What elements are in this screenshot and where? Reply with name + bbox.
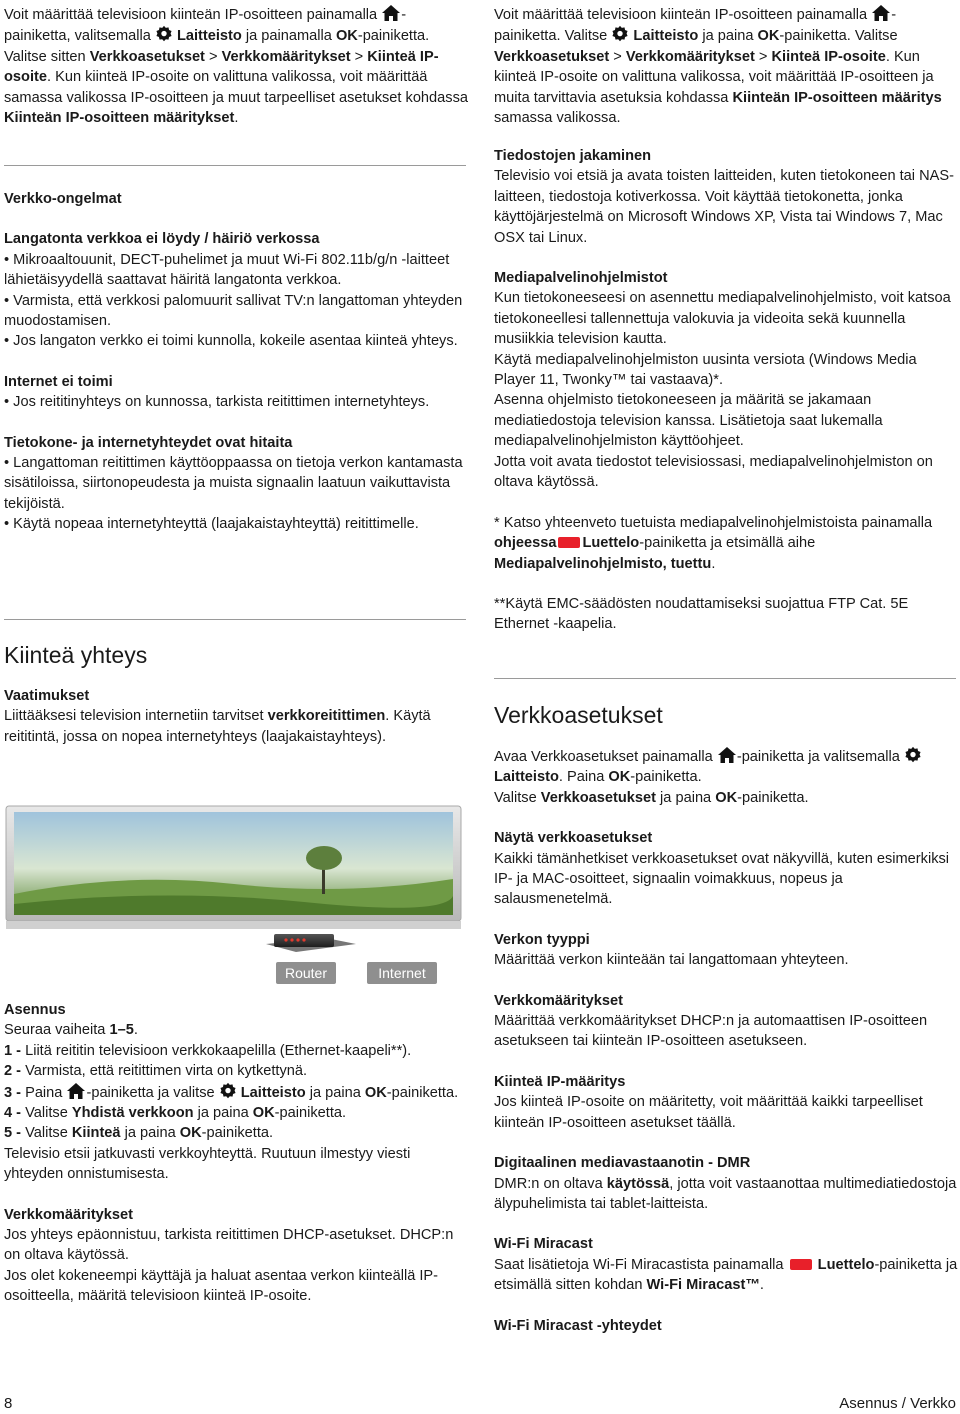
wireless-bullet-2: • Varmista, että verkkosi palomuurit sallivat TV:n langattoman yhteyden muodostamisen.	[4, 292, 463, 330]
requirements-text: Liittääksesi television internetiin tarvitset verkkoreitittimen. Käytä reititintä, jossa on nopea internetyhteys (laajakaistayhteys).	[4, 708, 431, 745]
network-config-title: Verkkomääritykset	[494, 992, 623, 1009]
install-step-2: 2 - Varmista, että reitittimen virta on kytkettynä.	[4, 1063, 308, 1080]
footnote-2	[494, 594, 958, 635]
red-list-key-icon	[790, 1259, 812, 1270]
gear-icon	[904, 746, 922, 764]
media-server-paragraph-1: Kun tietokoneeseesi on asennettu mediapalvelinohjelmisto, voit katsoa tietokoneellesi tallennettuja valokuvia ja videoita sekä kuunnella musiikkia television kautta.	[494, 290, 951, 348]
media-server-title: Mediapalvelinohjelmistot	[494, 270, 668, 286]
wireless-bullet-3: • Jos langaton verkko ei toimi kunnolla, kokeile asentaa kiinteä yhteys.	[4, 333, 458, 350]
router-label: Router	[284, 965, 328, 981]
requirements-section	[4, 686, 470, 747]
install-step-5: 5 - Valitse Kiinteä ja paina OK-painiketta.	[4, 1125, 274, 1142]
installation-section	[4, 1000, 470, 1307]
right-intro	[494, 4, 958, 128]
wireless-bullet-1: • Mikroaaltouunit, DECT-puhelimet ja muut Wi-Fi 802.11b/g/n -laitteet lähietäisyydellä saattavat häiritä langatonta verkkoa.	[4, 251, 450, 289]
install-step-4: 4 - Valitse Yhdistä verkkoon ja paina OK-painiketta.	[4, 1105, 347, 1122]
red-list-key-icon	[558, 537, 580, 548]
internet-bullet-1: • Jos reititinyhteys on kunnossa, tarkista reitittimen internetyhteys.	[4, 394, 430, 411]
home-icon	[381, 4, 401, 22]
gear-icon	[155, 25, 173, 43]
show-settings-title: Näytä verkkoasetukset	[494, 830, 653, 847]
footnote-1	[494, 513, 958, 574]
section-divider	[4, 619, 466, 620]
home-icon	[717, 746, 737, 764]
network-settings-select-text: Valitse Verkkoasetukset ja paina OK-painiketta.	[494, 789, 809, 806]
wifi-miracast-text: Saat lisätietoja Wi-Fi Miracastista painamalla Luettelo-painiketta ja etsimällä sitten kohdan Wi-Fi Miracast™.	[494, 1256, 958, 1294]
network-problems-title: Verkko-ongelmat	[4, 191, 122, 207]
network-settings-open-text: Avaa Verkkoasetukset painamalla -painiketta ja valitsemalla Laitteisto. Paina OK-painiketta.	[494, 746, 958, 788]
home-icon	[871, 4, 891, 22]
internet-label: Internet	[378, 965, 426, 981]
tv-illustration	[4, 784, 470, 984]
left-intro	[4, 4, 470, 128]
section-divider	[4, 165, 466, 166]
file-sharing-text: Televisio voi etsiä ja avata toisten laitteiden, kuten tietokoneen tai NAS-laitteen, tiedostoja kotiverkossa. Voit käyttää tietokonetta, jonka käyttöjärjestelmä on Microsoft Windows XP, Vista tai Windows 7, Mac OSX tai Linux.	[494, 168, 954, 246]
show-settings-text: Kaikki tämänhetkiset verkkoasetukset ovat näkyvillä, kuten esimerkiksi IP- ja MAC-osoitteet, signaalin voimakkuus, nopeus ja salausmenetelmä.	[494, 850, 950, 908]
install-search-text: Televisio etsii jatkuvasti verkkoyhteyttä. Ruutuun ilmestyy viesti yhteyden onnistumisesta.	[4, 1145, 411, 1183]
network-config-paragraph-1: Jos yhteys epäonnistuu, tarkista reitittimen DHCP-asetukset. DHCP:n on oltava käytössä.	[4, 1227, 454, 1264]
footnote-1-text: * Katso yhteenveto tuetuista mediapalvelinohjelmistoista painamalla ohjeessa Luettelo-painiketta ja etsimällä aihe Mediapalvelinohjelmisto, tuettu.	[494, 515, 933, 572]
install-step-1: 1 - Liitä reititin televisioon verkkokaapelilla (Ethernet-kaapeli**).	[4, 1042, 412, 1059]
section-divider	[494, 678, 956, 679]
network-problems-section	[4, 189, 470, 535]
dmr-title: Digitaalinen mediavastaanotin - DMR	[494, 1155, 751, 1172]
network-config-title: Verkkomääritykset	[4, 1206, 133, 1223]
network-settings-heading: Verkkoasetukset	[494, 702, 663, 728]
installation-intro: Seuraa vaiheita 1–5.	[4, 1022, 138, 1039]
installation-title: Asennus	[4, 1002, 66, 1018]
media-server-section	[494, 268, 958, 492]
dmr-text: DMR:n on oltava käytössä, jotta voit vastaanottaa multimediatiedostoja älypuhelimista tai tablet-laitteista.	[494, 1175, 957, 1212]
footer-section-label: Asennus / Verkko	[839, 1395, 956, 1412]
footnote-2-text: **Käytä EMC-säädösten noudattamiseksi suojattua FTP Cat. 5E Ethernet -kaapelia.	[494, 596, 909, 633]
wired-heading-block	[4, 641, 470, 669]
left-intro-paragraph: Voit määrittää televisioon kiinteän IP-osoitteen painamalla -painiketta, valitsemalla Laitteisto ja painamalla OK-painiketta. Valitse sitten Verkkoasetukset > Verkkomääritykset > Kiinteä IP-osoite. Kun kiinteä IP-osoite on valittuna valikossa, voit määrittää samassa valikossa IP-osoitteen ja muut tarpeelliset asetukset kohdassa Kiinteän IP-osoitteen määritykset.	[4, 4, 470, 128]
tv-router-illustration	[4, 784, 470, 984]
network-settings-section	[494, 746, 958, 1336]
wireless-problem-title: Langatonta verkkoa ei löydy / häiriö verkossa	[4, 231, 320, 248]
gear-icon	[219, 1082, 237, 1100]
page-number: 8	[4, 1395, 13, 1412]
static-ip-text: Jos kiinteä IP-osoite on määritetty, voit määrittää kaikki tarpeelliset kiinteän IP-osoitteen asetukset täällä.	[494, 1094, 923, 1131]
internet-problem-title: Internet ei toimi	[4, 373, 113, 390]
media-server-paragraph-2: Käytä mediapalvelinohjelmiston uusinta versiota (Windows Media Player 11, Twonky™ tai vastaava)*.	[494, 351, 917, 389]
network-config-text: Määrittää verkkomääritykset DHCP:n ja automaattisen IP-osoitteen asetukseen tai kiinteän IP-osoitteen asetukseen.	[494, 1013, 928, 1050]
media-server-paragraph-4: Jotta voit avata tiedostot televisiossasi, mediapalvelinohjelmiston on oltava käytössä.	[494, 453, 933, 491]
file-sharing-title: Tiedostojen jakaminen	[494, 148, 652, 164]
network-type-text: Määrittää verkon kiinteään tai langattomaan yhteyteen.	[494, 952, 849, 969]
file-sharing-section	[494, 146, 958, 248]
slow-bullet-1: • Langattoman reitittimen käyttöoppaassa on tietoja verkon kantamasta sisätiloissa, siirtonopeudesta ja muista signaalin laatuun vaikuttavista tekijöistä.	[4, 455, 463, 512]
slow-connection-title: Tietokone- ja internetyhteydet ovat hitaita	[4, 434, 293, 451]
slow-bullet-2: • Käytä nopeaa internetyhteyttä (laajakaistayhteyttä) reitittimelle.	[4, 516, 419, 533]
network-config-paragraph-2: Jos olet kokeneempi käyttäjä ja haluat asentaa verkon kiinteällä IP-osoitteella, määritä televisioon kiinteä IP-osoite.	[4, 1267, 439, 1305]
home-icon	[66, 1082, 86, 1100]
wired-connection-heading: Kiinteä yhteys	[4, 642, 148, 668]
wifi-miracast-title: Wi-Fi Miracast	[494, 1236, 593, 1253]
wifi-miracast-connections-title: Wi-Fi Miracast -yhteydet	[494, 1317, 662, 1334]
gear-icon	[611, 25, 629, 43]
install-step-3: 3 - Paina -painiketta ja valitse Laitteisto ja paina OK-painiketta.	[4, 1082, 470, 1103]
right-intro-paragraph: Voit määrittää televisioon kiinteän IP-osoitteen painamalla -painiketta. Valitse Laitteisto ja paina OK-painiketta. Valitse Verkkoasetukset > Verkkomääritykset > Kiinteä IP-osoite. Kun kiinteä IP-osoite on valittuna valikossa, voit määrittää IP-osoitteen ja muita tarvittavia asetuksia kohdassa Kiinteän IP-osoitteen määritys samassa valikossa.	[494, 4, 958, 128]
media-server-paragraph-3: Asenna ohjelmisto tietokoneeseen ja määritä se jakamaan mediatiedostoja television kanssa. Lisätietoja saat lukemalla mediapalvelinohjelmiston käyttöohjeet.	[494, 392, 883, 450]
static-ip-title: Kiinteä IP-määritys	[494, 1073, 626, 1090]
network-type-title: Verkon tyyppi	[494, 931, 590, 948]
requirements-title: Vaatimukset	[4, 688, 90, 704]
network-settings-heading-block	[494, 701, 958, 729]
